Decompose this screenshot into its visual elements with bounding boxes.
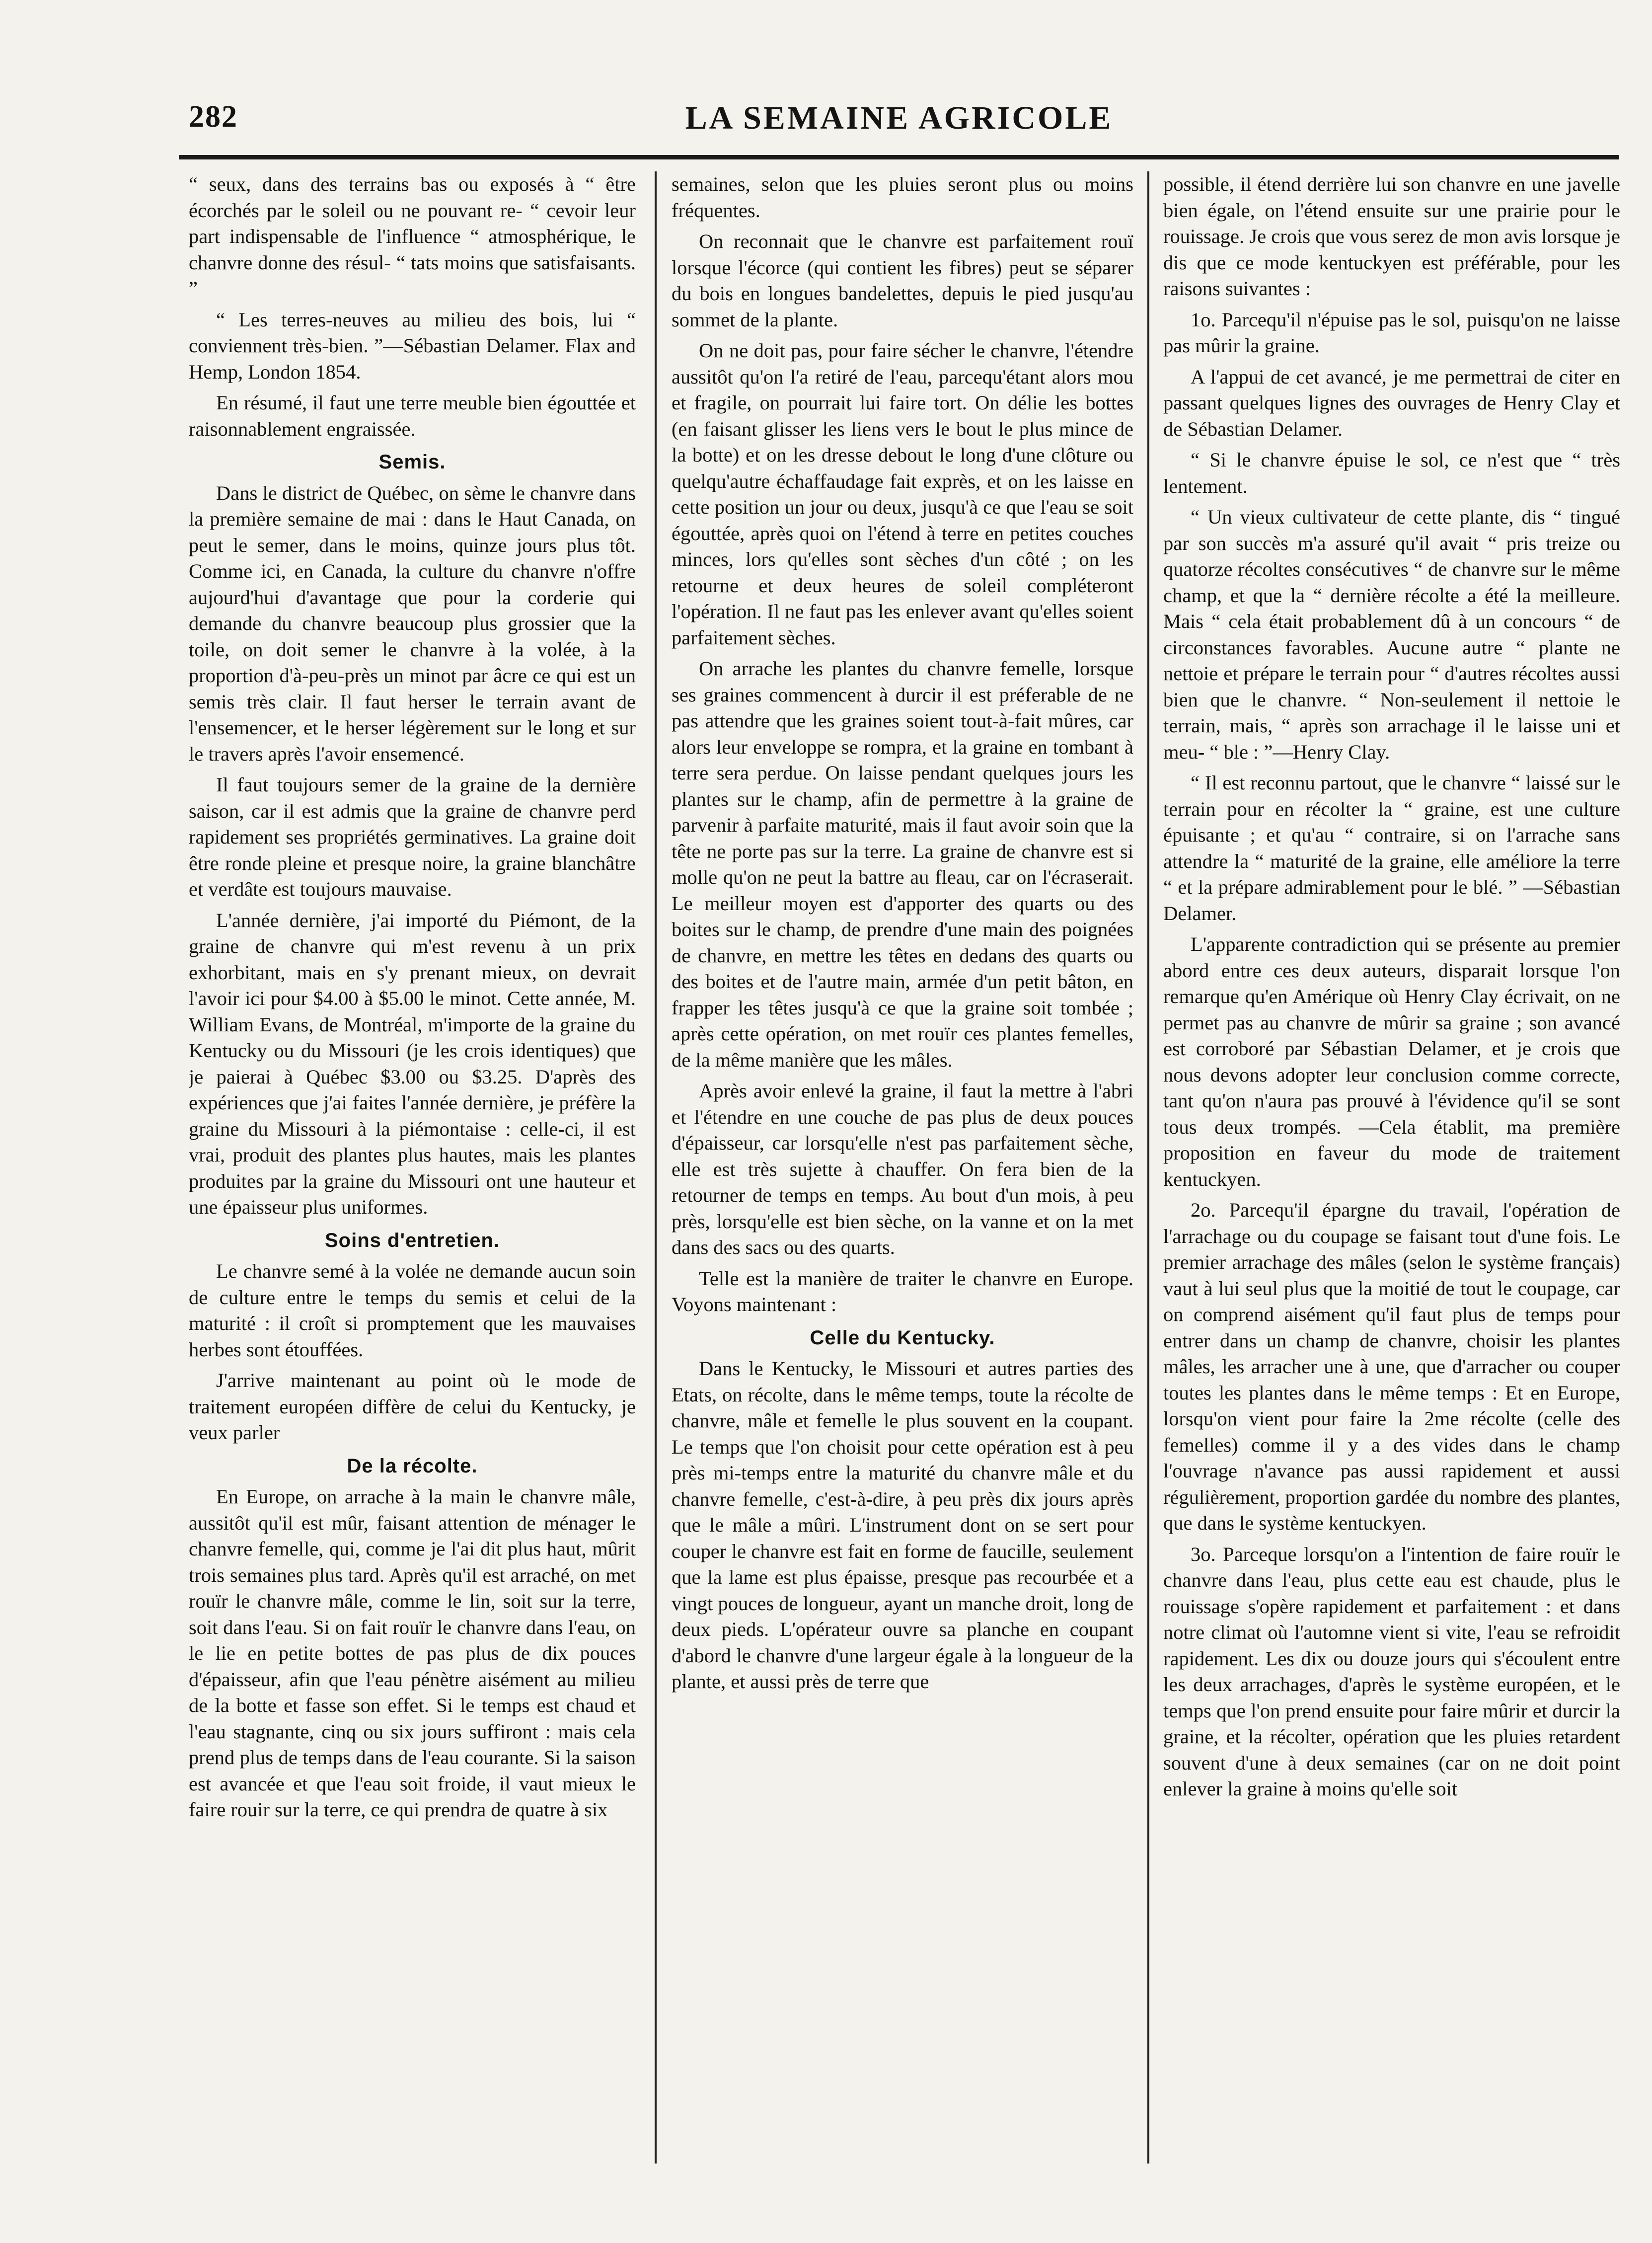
section-heading: Soins d'entretien. (324, 1229, 500, 1251)
section-heading: Celle du Kentucky. (810, 1326, 995, 1349)
header-rule (179, 155, 1619, 159)
paragraph: 2o. Parcequ'il épargne du travail, l'opération de l'arrachage ou du coupage se faisant tout d'une fois. Le premier arrachage des mâles (selon le système français) vaut à lui seul plus que la moitié de tout le coupage, car on comprend aisément qu'il faut plus de temps pour entrer dans un champ de chanvre, choisir les plantes mâles, les arracher une à une, que d'arracher ou couper toutes les plantes dans le même temps : Et en Europe, lorsqu'on vient pour faire la 2me récolte (celle des femelles) comme il y a des vides dans le champ l'ouvrage n'avance pas aussi rapidement et aussi régulièrement, proportion gardée du nombre des plantes, que dans le système kentuckyen. (1163, 1199, 1620, 1534)
paragraph: A l'appui de cet avancé, je me permettrai de citer en passant quelques lignes des ouvrages de Henry Clay et de Sébastian Delamer. (1163, 365, 1620, 440)
paragraph: Dans le Kentucky, le Missouri et autres parties des Etats, on récolte, dans le même temps, toute la récolte de chanvre, mâle et femelle le plus souvent en la coupant. Le temps que l'on choisit pour cette opération est à peu près mi-temps entre la maturité du chanvre mâle et du chanvre femelle, c'est-à-dire, à peu près dix jours après que le mâle a mûri. L'instrument dont on se sert pour couper le chanvre est fait en forme de faucille, seulement que la lame est plus épaisse, presque pas recourbée et a vingt pouces de longueur, ayant un manche droit, long de deux pieds. L'opérateur ouvre sa planche en coupant d'abord le chanvre d'une largeur égale à la longueur de la plante, et aussi près de terre que (672, 1357, 1133, 1693)
section-heading: Semis. (378, 451, 446, 473)
paragraph: Après avoir enlevé la graine, il faut la mettre à l'abri et l'étendre en une couche de pas plus de deux pouces d'épaisseur, car lorsqu'elle n'est pas parfaitement sèche, elle est très sujette à chauffer. On fera bien de la retourner de temps en temps. Au bout d'un mois, à peu près, lorsqu'elle est bien sèche, on la vanne et on la met dans des sacs ou des quarts. (672, 1080, 1133, 1258)
paragraph: “ Un vieux cultivateur de cette plante, dis “ tingué par son succès m'a assuré qu'il avait “ pris treize ou quatorze récoltes consécutives “ de chanvre sur le même champ, et que la “ dernière récolte a été la meilleure. Mais “ cela était probablement dû à un concours “ de circonstances favorables. Aucune autre “ plante ne nettoie et prépare le terrain pour “ d'autres récoltes aussi bien que le chanvre. “ Non-seulement il nettoie le terrain, mais, “ après son arrachage il le laisse uni et meu- “ ble : ”—Henry Clay. (1163, 506, 1620, 763)
column-1 (189, 171, 636, 2168)
section-heading: De la récolte. (347, 1455, 478, 1477)
paragraph: L'apparente contradiction qui se présente au premier abord entre ces deux auteurs, disparait lorsque l'on remarque qu'en Amérique où Henry Clay écrivait, on ne permet pas au chanvre de mûrir sa graine ; son avancé est corroboré par Sébastian Delamer, et je crois que nous devons adopter leur conclusion comme correcte, tant qu'on n'aura pas prouvé à l'évidence qu'il se sont tous deux trompés. —Cela établit, ma première proposition en faveur du mode de traitement kentuckyen. (1163, 933, 1620, 1190)
paragraph: 3o. Parceque lorsqu'on a l'intention de faire rouïr le chanvre dans l'eau, plus cette eau est chaude, plus le rouissage s'opère rapidement et parfaitement : et dans notre climat où l'automne vient si vite, l'eau se refroidit rapidement. Les dix ou douze jours qui s'écoulent entre les deux arrachages, d'après le système européen, et le temps que l'on prend ensuite pour faire mûrir et durcir la graine, et la récolter, opération que les pluies retardent souvent d'une à deux semaines (car on ne doit point enlever la graine à moins qu'elle soit (1163, 1543, 1620, 1800)
paragraph: “ Il est reconnu partout, que le chanvre “ laissé sur le terrain pour en récolter la “ graine, est une culture épuisante ; et qu'au “ contraire, si on l'arrache sans attendre la “ maturité de la graine, elle améliore la terre “ et la prépare admirablement pour le blé. ” —Sébastian Delamer. (1163, 772, 1620, 925)
page-header (189, 99, 1609, 154)
paragraph: En Europe, on arrache à la main le chanvre mâle, aussitôt qu'il est mûr, faisant attention de ménager le chanvre femelle, qui, comme je l'ai dit plus haut, mûrit trois semaines plus tard. Après qu'il est arraché, on met rouïr le chanvre mâle, comme le lin, soit sur la terre, soit dans l'eau. Si on fait rouïr le chanvre dans l'eau, on le lie en petite bottes de pas plus de dix pouces d'épaisseur, afin que l'eau pénètre aisément au milieu de la botte et fasse son effet. Si le temps est chaud et l'eau stagnante, cinq ou six jours suffiront : mais cela prend plus de temps dans de l'eau courante. Si la saison est avancée et que l'eau soit froide, il vaut mieux le faire rouir sur la terre, ce qui prendra de quatre à six (189, 1485, 636, 1821)
paragraph: Il faut toujours semer de la graine de la dernière saison, car il est admis que la graine de chanvre perd rapidement ses propriétés germinatives. La graine doit être ronde pleine et presque noire, la graine blanchâtre et verdâte est toujours mauvaise. (189, 773, 636, 900)
paragraph: 1o. Parcequ'il n'épuise pas le sol, puisqu'on ne laisse pas mûrir la graine. (1163, 308, 1620, 357)
paragraph: semaines, selon que les pluies seront plus ou moins fréquentes. (672, 173, 1133, 222)
column-divider (1147, 171, 1149, 2164)
paragraph: On reconnait que le chanvre est parfaitement rouï lorsque l'écorce (qui contient les fibres) peut se séparer du bois en longues bandelettes, depuis le pied jusqu'au sommet de la plante. (672, 230, 1133, 331)
paragraph: On ne doit pas, pour faire sécher le chanvre, l'étendre aussitôt qu'on l'a retiré de l'eau, parcequ'étant alors mou et fragile, on pourrait lui faire tort. On délie les bottes (en faisant glisser les liens vers le bout le plus mince de la botte) et on les dresse debout le long d'une clôture ou quelqu'autre échaffaudage fait exprès, et on les laisse en cette position un jour ou deux, jusqu'à ce que l'eau se soit égouttée, après quoi on l'étend à terre en petites couches minces, lors qu'elles sont sèches d'un côté ; on les retourne et deux heures de soleil compléteront l'opération. Il ne faut pas les enlever avant qu'elles soient parfaitement sèches. (672, 339, 1133, 649)
paragraph: L'année dernière, j'ai importé du Piémont, de la graine de chanvre qui m'est revenu à un prix exhorbitant, mais en s'y prenant mieux, on devrait l'avoir ici pour $4.00 à $5.00 le minot. Cette année, M. William Evans, de Montréal, m'importe de la graine du Kentucky ou du Missouri (je les crois identiques) que je paierai à Québec $3.00 ou $3.25. D'après des expériences que j'ai faites l'année dernière, je préfère la graine du Missouri à la piémontaise : celle-ci, il est vrai, produit des plantes plus hautes, mais les plantes produites par la graine du Missouri ont une hauteur et une épaisseur plus uniformes. (189, 909, 636, 1218)
paragraph: “ seux, dans des terrains bas ou exposés à “ être écorchés par le soleil ou ne pouvant re- “ cevoir leur part indispensable de l'influence “ atmosphérique, le chanvre donne des résul- “ tats moins que satisfaisants. ” (189, 173, 636, 300)
paragraph: possible, il étend derrière lui son chanvre en une javelle bien égale, on l'étend ensuite sur une prairie pour le rouissage. Je crois que vous serez de mon avis lorsque je dis que ce mode kentuckyen est préférable, pour les raisons suivantes : (1163, 173, 1620, 300)
paragraph: Telle est la manière de traiter le chanvre en Europe. Voyons maintenant : (672, 1267, 1133, 1315)
column-2 (672, 171, 1133, 2168)
paragraph: Dans le district de Québec, on sème le chanvre dans la première semaine de mai : dans le Haut Canada, on peut le semer, dans le moins, quinze jours plus tôt. Comme ici, en Canada, la culture du chanvre n'offre aujourd'hui d'avantage que pour la corderie qui demande du chanvre beaucoup plus grossier que la toile, on doit semer le chanvre à la volée, à la proportion d'à-peu-près un minot par âcre ce qui est un semis très clair. Il faut herser le terrain avant de l'ensemencer, et le herser légèrement sur le long et sur le travers après l'avoir ensemencé. (189, 481, 636, 765)
paragraph: “ Si le chanvre épuise le sol, ce n'est que “ très lentement. (1163, 449, 1620, 497)
page-number: 282 (189, 100, 238, 134)
paragraph: “ Les terres-neuves au milieu des bois, lui “ conviennent très-bien. ”—Sébastian Delamer. Flax and Hemp, London 1854. (189, 308, 636, 383)
paragraph: Le chanvre semé à la volée ne demande aucun soin de culture entre le temps du semis et celui de la maturité : il croît si promptement que les mauvaises herbes sont étouffées. (189, 1260, 636, 1361)
journal-title: LA SEMAINE AGRICOLE (685, 100, 1113, 136)
column-3 (1163, 171, 1620, 2168)
paragraph: J'arrive maintenant au point où le mode de traitement européen diffère de celui du Kentucky, je veux parler (189, 1369, 636, 1444)
column-divider (655, 171, 657, 2164)
paragraph: On arrache les plantes du chanvre femelle, lorsque ses graines commencent à durcir il est préferable de ne pas attendre que les graines soient tout-à-fait mûres, car alors leur enveloppe se rompra, et la graine en tombant à terre sera perdue. On laisse pendant quelques jours les plantes sur le champ, afin de permettre à la graine de parvenir à parfaite maturité, mais il faut avoir soin que la tête ne porte pas sur la terre. La graine de chanvre est si molle qu'on ne peut la battre au fleau, car on l'écraserait. Le meilleur moyen est d'apporter des quarts ou des boites sur le champ, de prendre d'une main des poignées de chanvre, en mettre les têtes en dedans des quarts ou des boites et de l'autre main, armée d'un petit bâton, en frapper les têtes jusqu'à ce que la graine soit tombée ; après cette opération, on met rouïr ces plantes femelles, de la même manière que les mâles. (672, 657, 1133, 1071)
paragraph: En résumé, il faut une terre meuble bien égouttée et raisonnablement engraissée. (189, 391, 636, 440)
